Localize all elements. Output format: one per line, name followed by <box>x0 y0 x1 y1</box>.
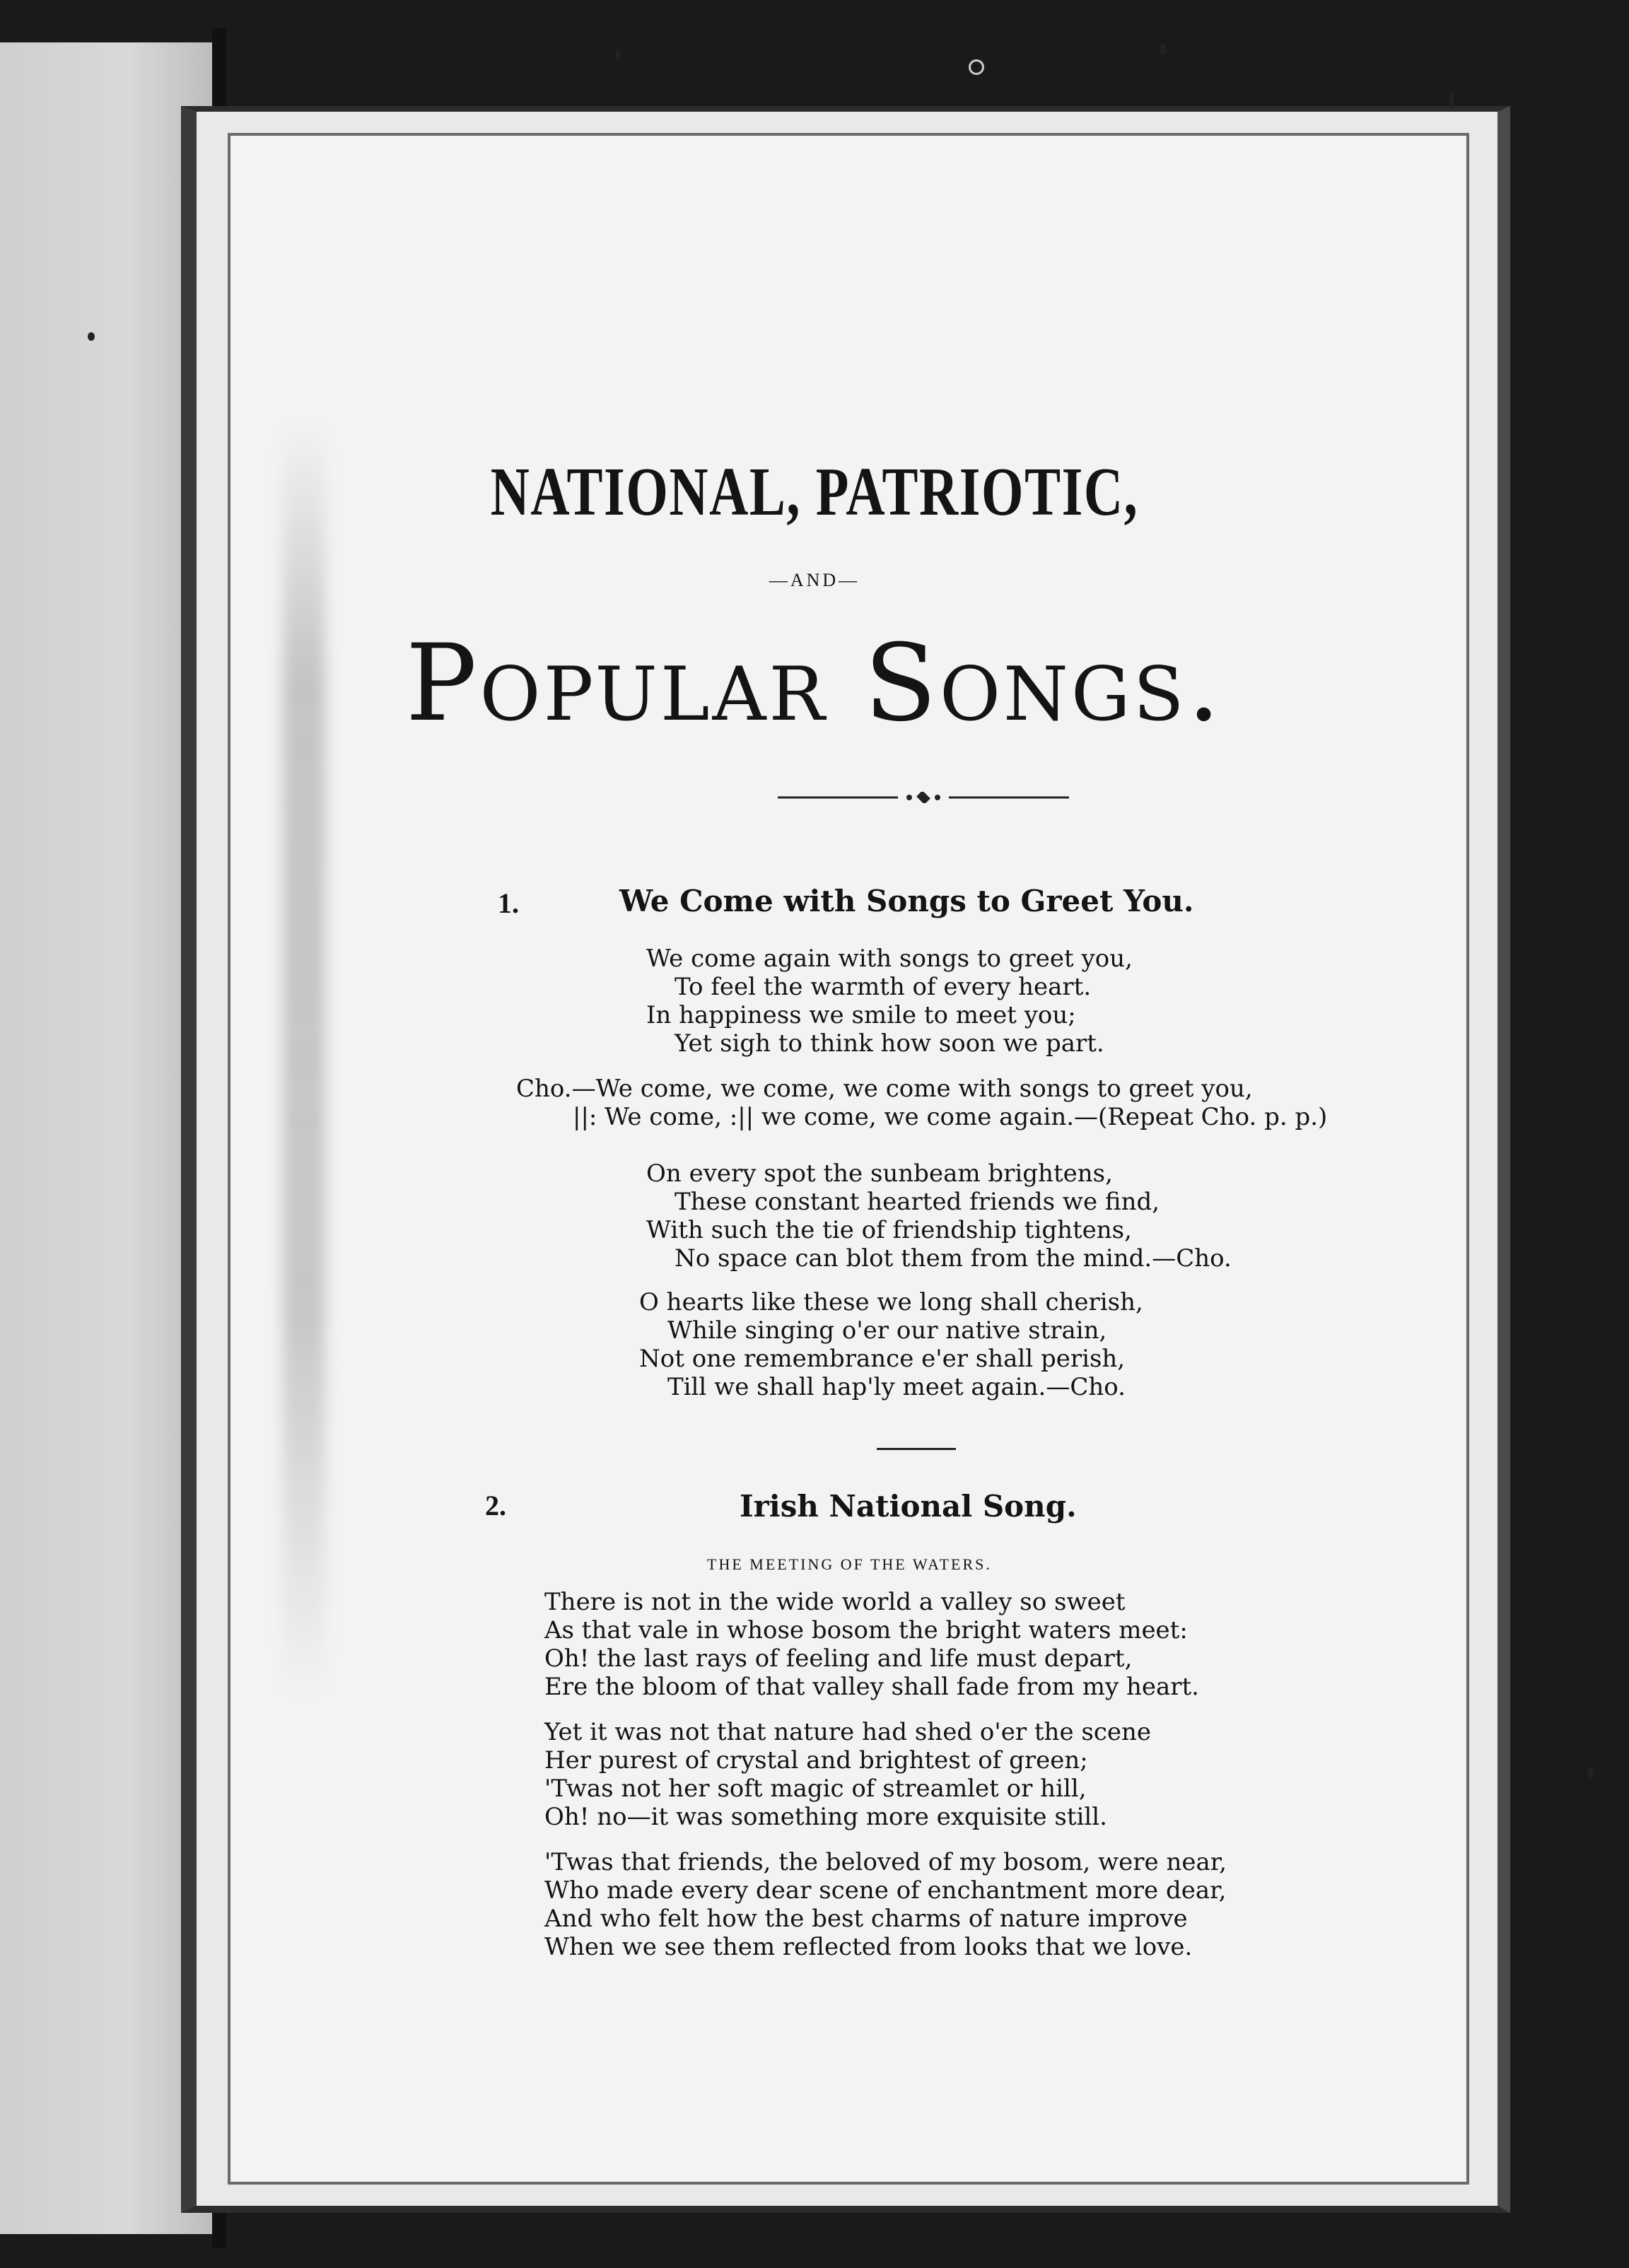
paper-stain <box>283 424 325 1697</box>
verse-line: 'Twas not her soft magic of streamlet or hill, <box>544 1775 1087 1803</box>
song-2-subtitle: THE MEETING OF THE WATERS. <box>707 1555 992 1573</box>
scan-speck <box>88 332 95 341</box>
verse-line: To feel the warmth of every heart. <box>675 973 1092 1001</box>
song-1-number: 1. <box>498 887 519 919</box>
verse-line: Her purest of crystal and brightest of green; <box>544 1746 1088 1775</box>
heading-and: —AND— <box>769 570 860 590</box>
song-2-stanza-2 <box>544 1718 1151 1831</box>
verse-line: With such the tie of friendship tightens, <box>646 1216 1132 1244</box>
verse-line: On every spot the sunbeam brightens, <box>646 1159 1113 1188</box>
verse-line: Oh! the last rays of feeling and life must depart, <box>544 1644 1133 1673</box>
verse-line: No space can blot them from the mind.—Cho. <box>675 1244 1232 1273</box>
verse-line: In happiness we smile to meet you; <box>646 1001 1076 1029</box>
chorus-line: Cho.—We come, we come, we come with songs to greet you, <box>516 1075 1253 1103</box>
chorus-line: ||: We come, :|| we come, we come again.—(Repeat Cho. p. p.) <box>573 1103 1328 1131</box>
facing-page <box>0 42 212 2234</box>
heading-national-patriotic: NATIONAL, PATRIOTIC, <box>490 454 1139 530</box>
song-2-stanza-3 <box>544 1848 1227 1961</box>
verse-line: When we see them reflected from looks that we love. <box>544 1933 1193 1961</box>
scan-speck <box>615 49 621 59</box>
scan-speck <box>1160 44 1167 55</box>
ornament-divider <box>778 792 1069 803</box>
verse-line: Who made every dear scene of enchantment more dear, <box>544 1876 1227 1905</box>
verse-line: There is not in the wide world a valley so sweet <box>544 1588 1126 1616</box>
verse-line: Yet sigh to think how soon we part. <box>675 1029 1104 1058</box>
verse-line: O hearts like these we long shall cherish, <box>639 1288 1143 1316</box>
scan-speck <box>1588 1767 1594 1779</box>
song-2-title: Irish National Song. <box>740 1489 1077 1524</box>
song-1-stanza-1 <box>646 945 1133 1058</box>
scan-speck <box>1449 92 1454 109</box>
verse-line: While singing o'er our native strain, <box>667 1316 1107 1345</box>
verse-line: And who felt how the best charms of nature improve <box>544 1905 1188 1933</box>
verse-line: We come again with songs to greet you, <box>646 945 1133 973</box>
section-rule <box>877 1448 956 1450</box>
song-2-number: 2. <box>485 1490 506 1521</box>
verse-line: These constant hearted friends we find, <box>675 1188 1160 1216</box>
scan-speck <box>969 59 984 75</box>
verse-line: Oh! no—it was something more exquisite still. <box>544 1803 1107 1831</box>
heading-popular-songs: Popular Songs. <box>405 622 1224 745</box>
verse-line: Ere the bloom of that valley shall fade from my heart. <box>544 1673 1199 1701</box>
verse-line: Not one remembrance e'er shall perish, <box>639 1345 1126 1373</box>
verse-line: 'Twas that friends, the beloved of my bosom, were near, <box>544 1848 1227 1876</box>
song-1-chorus <box>516 1075 1327 1131</box>
song-2-stanza-1 <box>544 1588 1199 1701</box>
song-1-stanza-3 <box>639 1288 1143 1401</box>
song-1-title: We Come with Songs to Greet You. <box>619 884 1194 918</box>
verse-line: Till we shall hap'ly meet again.—Cho. <box>667 1373 1126 1401</box>
verse-line: As that vale in whose bosom the bright waters meet: <box>544 1616 1188 1644</box>
verse-line: Yet it was not that nature had shed o'er the scene <box>544 1718 1152 1746</box>
song-1-stanza-2 <box>646 1159 1232 1273</box>
